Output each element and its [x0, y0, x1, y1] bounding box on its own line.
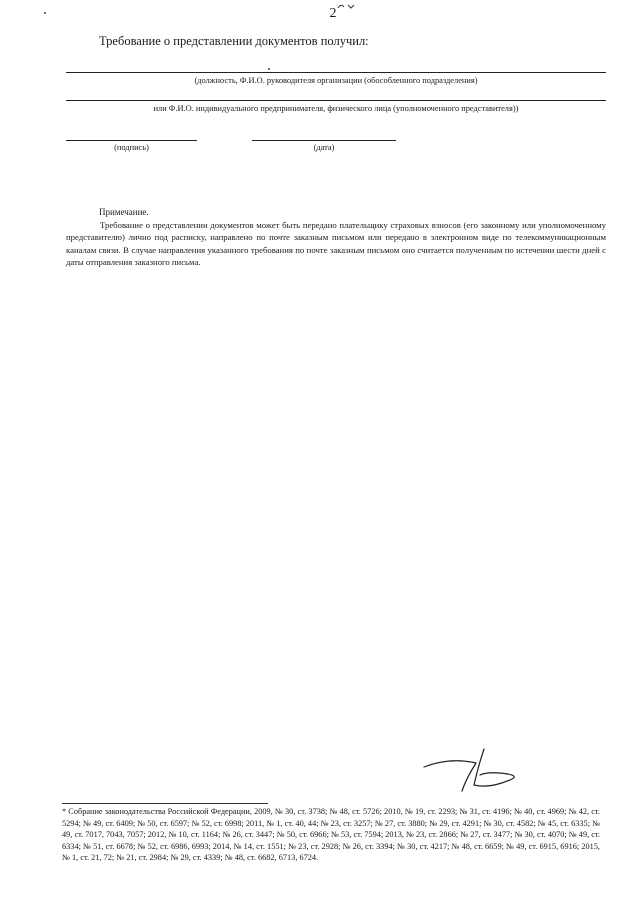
- date-caption: (дата): [313, 143, 335, 152]
- handwritten-signature: [420, 745, 530, 800]
- person-line: [66, 100, 606, 101]
- handwritten-mark: [336, 2, 356, 15]
- note-body: Требование о представлении документов может быть передано плательщику страховых взносов (его законному или уполномоченному представителю) лично под расписку, направлено по почте заказным письмом или передано в электронном виде по телекоммуникационным каналам связи. В случае направления указанного требования по почте заказным письмом оно считается полученным по истечении шести дней с даты отправления заказного письма.: [66, 220, 606, 268]
- footnote-separator: [62, 803, 268, 804]
- signature-line: [66, 140, 197, 141]
- note-title: Примечание.: [99, 207, 149, 217]
- date-line: [252, 140, 396, 141]
- signature-caption: (подпись): [114, 143, 149, 152]
- footnote-text: * Собрание законодательства Российской Федерации, 2009, № 30, ст. 3738; № 48, ст. 5726; 2010, № 19, ст. 2293; № 31, ст. 4196; № 40, ст. 4969; № 42, ст. 5294; № 49, ст. 6409; № 50, ст. 6597; № 52, ст. 6998; 2011, № 1, ст. 40, 44; № 23, ст. 3257; № 27, ст. 3880; № 29, ст. 4291; № 30, ст. 4582; № 45, ст. 6335; № 49, ст. 7017, 7043, 7057; 2012, № 10, ст. 1164; № 26, ст. 3447; № 50, ст. 6966; № 53, ст. 7594; 2013, № 23, ст. 2866; № 27, ст. 3477; № 30, ст. 4070; № 49, ст. 6334; № 51, ст. 6678; № 52, ст. 6986, 6993; 2014, № 14, ст. 1551; № 23, ст. 2928; № 26, ст. 3394; № 30, ст. 4217; № 48, ст. 6659; № 49, ст. 6915, 6916; 2015, № 1, ст. 21, 72; № 21, ст. 2984; № 29, ст. 4339; № 48, ст. 6682, 6713, 6724.: [62, 807, 600, 863]
- person-caption: или Ф.И.О. индивидуального предпринимателя, физического лица (уполномоченного представителя)): [153, 104, 519, 113]
- scan-speck: [44, 12, 46, 14]
- receipt-heading: Требование о представлении документов получил:: [99, 34, 369, 48]
- position-caption: (должность, Ф.И.О. руководителя организации (обособленного подразделения): [194, 76, 478, 85]
- page-number: 2: [329, 6, 337, 21]
- scan-speck: [268, 68, 270, 70]
- position-line: [66, 72, 606, 73]
